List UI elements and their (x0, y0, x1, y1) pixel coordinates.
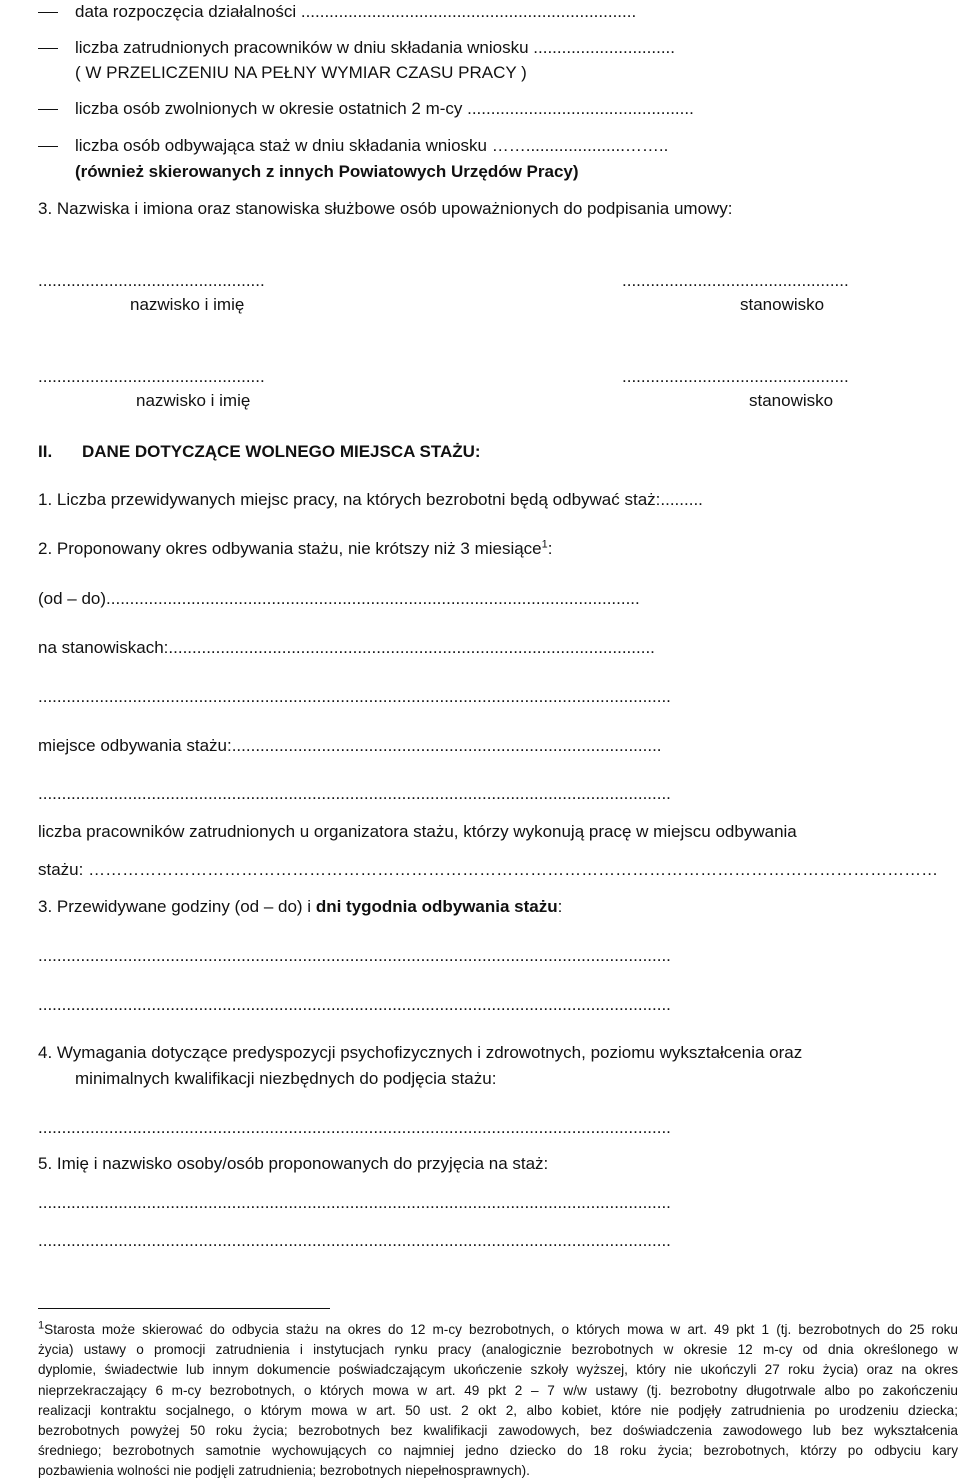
place-line: miejsce odbywania stażu:........................................................................................... (38, 736, 662, 755)
dots-line: ...................................................................................................................................... (38, 784, 671, 803)
dots-line: ...................................................................................................................................... (38, 687, 671, 706)
q2-text: 2. Proponowany okres odbywania stażu, nie krótszy niż 3 miesiące (38, 539, 542, 558)
dots-line: ...................................................................................................................................... (38, 946, 671, 965)
footnote-line: realizacji kontraktu socjalnego, o którym mowa w art. 50 ust. 2 okt 2, albo kobiet, które nie podjęły zatrudnienia po urodzeniu dziecka; (38, 1402, 958, 1418)
footnote-mark: 1 (38, 1319, 45, 1332)
employee-count-line: liczba pracowników zatrudnionych u organizatora stażu, którzy wykonują pracę w miejscu odbywania (38, 822, 797, 841)
footnote-ref: 1 (541, 538, 548, 551)
position-label-1: stanowisko (740, 295, 825, 314)
positions-line: na stanowiskach:....................................................................................................... (38, 638, 655, 657)
bullet-dash (38, 146, 58, 147)
section2-number: II. (38, 442, 53, 461)
stazu-line: stażu: …………………………………………………………………………………………………………………………………… (38, 860, 939, 879)
q5-line: 5. Imię i nazwisko osoby/osób proponowanych do przyjęcia na staż: (38, 1154, 549, 1173)
name-label-2: nazwisko i imię (136, 391, 251, 410)
bullet-dash (38, 12, 58, 13)
dots-line: ...................................................................................................................................... (38, 1231, 671, 1250)
q2-line (38, 538, 553, 560)
bullet-interns-note: (również skierowanych z innych Powiatowych Urzędów Pracy) (75, 162, 579, 181)
bullet-dash (38, 109, 58, 110)
footnote-line (38, 1320, 958, 1340)
footnote (38, 1320, 958, 1482)
q4-line-1: 4. Wymagania dotyczące predyspozycji psychofizycznych i zdrowotnych, poziomu wykształcenia oraz (38, 1043, 803, 1062)
footnote-rule (38, 1308, 330, 1309)
q2-colon: : (547, 539, 553, 558)
q1-line: 1. Liczba przewidywanych miejsc pracy, na których bezrobotni będą odbywać staż:......... (38, 490, 703, 509)
footnote-text: Starosta może skierować do odbycia stażu na okres do 12 m-cy bezrobotnych, o których mowa w art. 49 pkt 1 (tj. bezrobotnych do 25 roku (44, 1322, 958, 1337)
bullet-start-date: data rozpoczęcia działalności ....................................................................... (75, 2, 637, 21)
bullet-employees: liczba zatrudnionych pracowników w dniu składania wniosku .............................. (75, 38, 675, 57)
bullet-dash (38, 48, 58, 49)
q4-line-2: minimalnych kwalifikacji niezbędnych do podjęcia stażu: (75, 1069, 497, 1088)
position-dots-1: ................................................ (622, 271, 849, 290)
q3-bold: dni tygodnia odbywania stażu (315, 897, 558, 916)
name-label-1: nazwisko i imię (130, 295, 245, 314)
dots-line: ...................................................................................................................................... (38, 1118, 671, 1137)
name-dots-2: ................................................ (38, 367, 265, 386)
bullet-dismissed: liczba osób zwolnionych w okresie ostatnich 2 m-cy ................................................ (75, 99, 694, 118)
name-dots-1: ................................................ (38, 271, 265, 290)
footnote-line: nieprzekraczający 6 m-cy bezrobotnych, o których mowa w art. 49 pkt 2 – 7 w/w ustawy (tj. bezrobotny długotrwale albo po zakończeniu (38, 1382, 958, 1398)
q3-text: 3. Przewidywane godziny (od – do) i (38, 897, 316, 916)
footnote-line: bezrobotnych powyżej 50 roku życia; bezrobotnych bez kwalifikacji zawodowych, bez doświadczenia zawodowego lub bez wykształcenia (38, 1423, 958, 1439)
bullet-fulltime-note: ( W PRZELICZENIU NA PEŁNY WYMIAR CZASU PRACY ) (75, 63, 527, 82)
dots-line: ...................................................................................................................................... (38, 1193, 671, 1212)
footnote-line: średniego; bezrobotnych samotnie wychowujących co najmniej jedno dziecko do 18 roku życia; bezrobotnych, którzy po odbyciu kary (38, 1443, 958, 1459)
position-dots-2: ................................................ (622, 367, 849, 386)
bullet-interns: liczba osób odbywająca staż w dniu składania wniosku …….....................…….. (75, 136, 669, 155)
footnote-line: pozbawienia wolności nie podjęli zatrudnienia; bezrobotnych niepełnosprawnych). (38, 1463, 530, 1479)
item3-text: 3. Nazwiska i imiona oraz stanowiska służbowe osób upoważnionych do podpisania umowy: (38, 199, 733, 218)
q3-line (38, 896, 562, 918)
dots-line: ...................................................................................................................................... (38, 995, 671, 1014)
footnote-line: życia) ustawy o promocji zatrudnienia i instytucjach rynku pracy (analogicznie bezrobotnych w okresie 12 m-cy od dnia określonego w (38, 1342, 958, 1358)
od-do-line: (od – do)................................................................................................................. (38, 589, 640, 608)
position-label-2: stanowisko (749, 391, 834, 410)
q3-colon: : (557, 897, 563, 916)
section2-title: DANE DOTYCZĄCE WOLNEGO MIEJSCA STAŻU: (82, 442, 481, 461)
footnote-line: dyplomie, świadectwie lub innym dokumencie poświadczającym ukończenie szkoły wyższej, który nie ukończyli 27 roku życia) oraz na okres (38, 1362, 958, 1378)
